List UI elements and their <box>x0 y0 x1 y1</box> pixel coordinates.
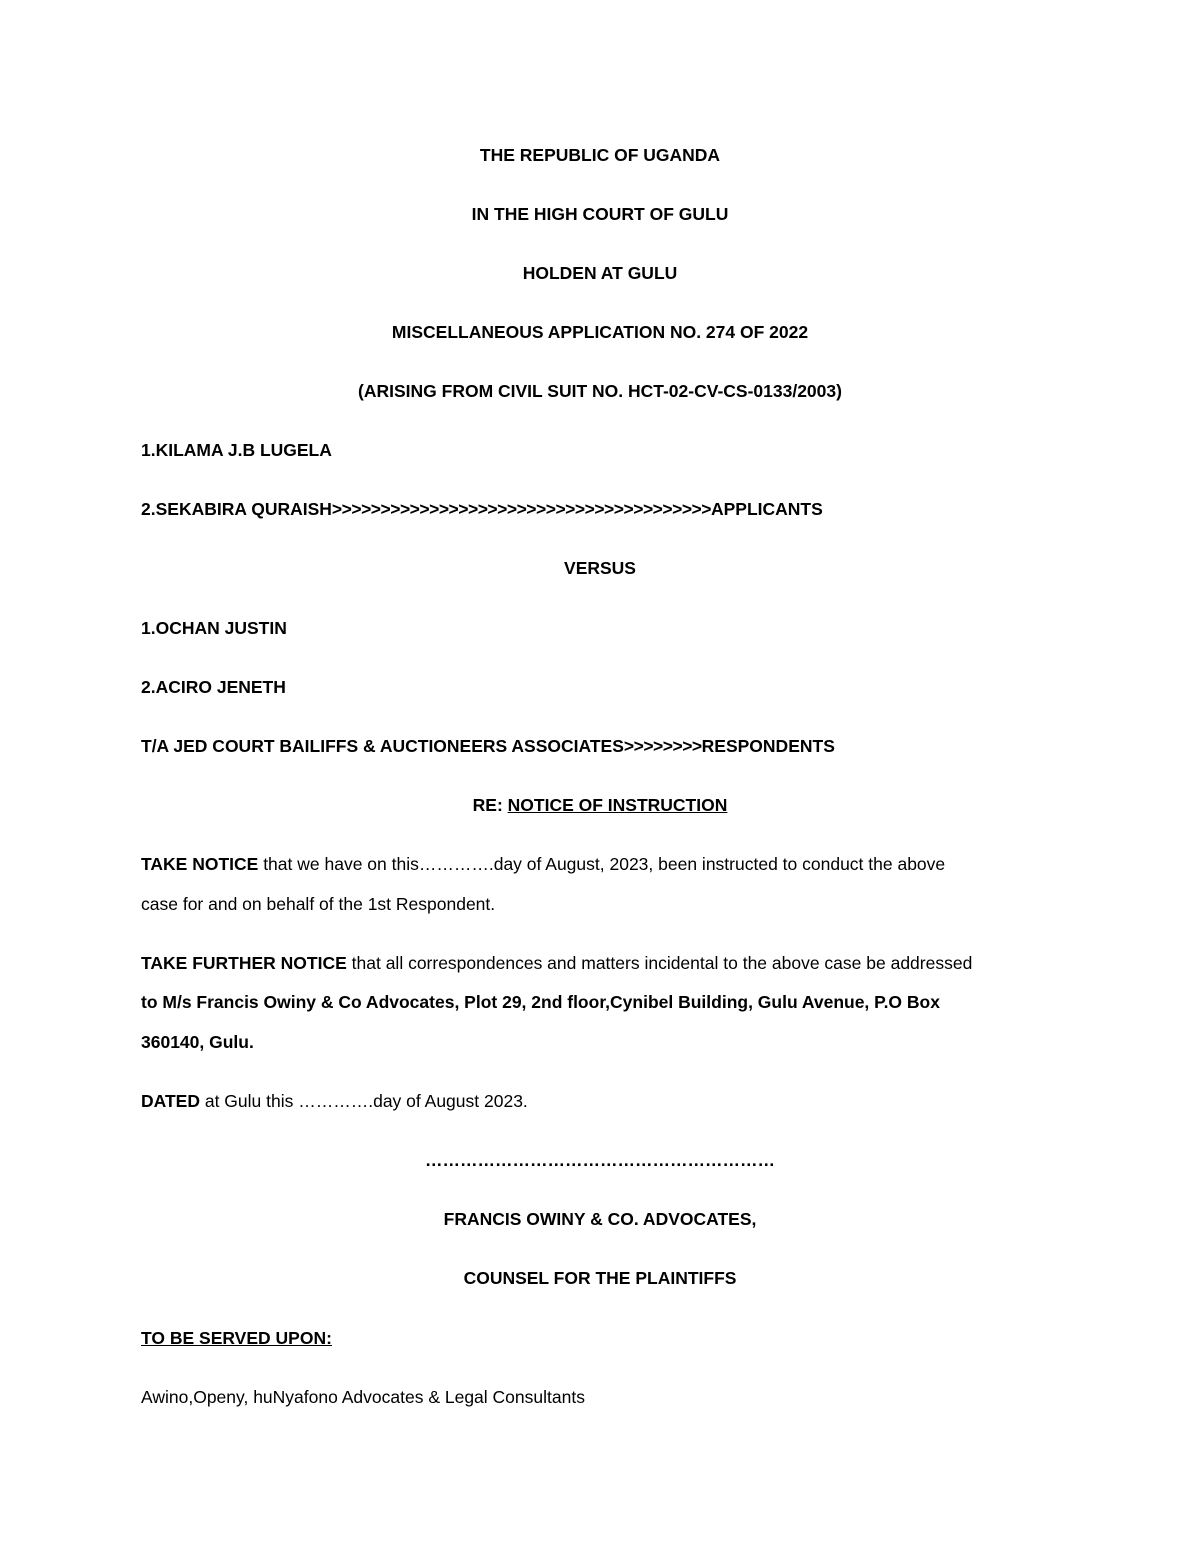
versus-heading: VERSUS <box>564 558 636 578</box>
subject-title: NOTICE OF INSTRUCTION <box>507 795 728 815</box>
service-heading: TO BE SERVED UPON: <box>141 1328 332 1348</box>
notice-1-line-1 <box>141 853 1061 875</box>
served-party: Awino,Openy, huNyafono Advocates & Legal Consultants <box>141 1387 585 1407</box>
applicants-label: APPLICANTS <box>710 499 823 519</box>
respondent-arrows: >>>>>>>> <box>623 736 702 756</box>
applicant-arrows: >>>>>>>>>>>>>>>>>>>>>>>>>>>>>>>>>>>>>>> <box>331 499 711 519</box>
court-heading: IN THE HIGH COURT OF GULU <box>471 204 729 224</box>
notice-1-lead: TAKE NOTICE <box>141 854 259 874</box>
holden-heading: HOLDEN AT GULU <box>522 263 678 283</box>
notice-2-line-2: to M/s Francis Owiny & Co Advocates, Plot 29, 2nd floor,Cynibel Building, Gulu Avenue, P.O Box <box>141 992 940 1012</box>
notice-1-text: that we have on this………….day of August, 2023, been instructed to conduct the above <box>258 854 946 874</box>
subject-line <box>0 794 1200 816</box>
applicant-1: 1.KILAMA J.B LUGELA <box>141 440 332 460</box>
arising-from: (ARISING FROM CIVIL SUIT NO. HCT-02-CV-CS-0133/2003) <box>358 381 842 401</box>
application-number: MISCELLANEOUS APPLICATION NO. 274 OF 2022 <box>391 322 809 342</box>
dated-text: at Gulu this ………….day of August 2023. <box>199 1091 528 1111</box>
respondent-trading-as: T/A JED COURT BAILIFFS & AUCTIONEERS ASSOCIATES <box>141 736 624 756</box>
notice-2-line-3: 360140, Gulu. <box>141 1032 254 1052</box>
respondent-1: 1.OCHAN JUSTIN <box>141 618 287 638</box>
notice-2-line-1 <box>141 952 1061 974</box>
applicant-2: 2.SEKABIRA QURAISH <box>141 499 332 519</box>
dated-line <box>141 1090 1061 1112</box>
respondent-trading-row <box>141 735 1061 757</box>
signature-line: …………………………………………………… <box>425 1150 775 1170</box>
republic-heading: THE REPUBLIC OF UGANDA <box>479 145 721 165</box>
signing-firm: FRANCIS OWINY & CO. ADVOCATES, <box>443 1209 757 1229</box>
subject-prefix: RE: <box>472 795 508 815</box>
notice-2-text: that all correspondences and matters incidental to the above case be addressed <box>346 953 973 973</box>
signing-role: COUNSEL FOR THE PLAINTIFFS <box>463 1268 737 1288</box>
dated-lead: DATED <box>141 1091 200 1111</box>
notice-2-lead: TAKE FURTHER NOTICE <box>141 953 347 973</box>
respondent-2: 2.ACIRO JENETH <box>141 677 286 697</box>
notice-1-line-2: case for and on behalf of the 1st Respondent. <box>141 894 496 914</box>
applicant-2-row <box>141 498 1061 520</box>
respondents-label: RESPONDENTS <box>701 736 835 756</box>
